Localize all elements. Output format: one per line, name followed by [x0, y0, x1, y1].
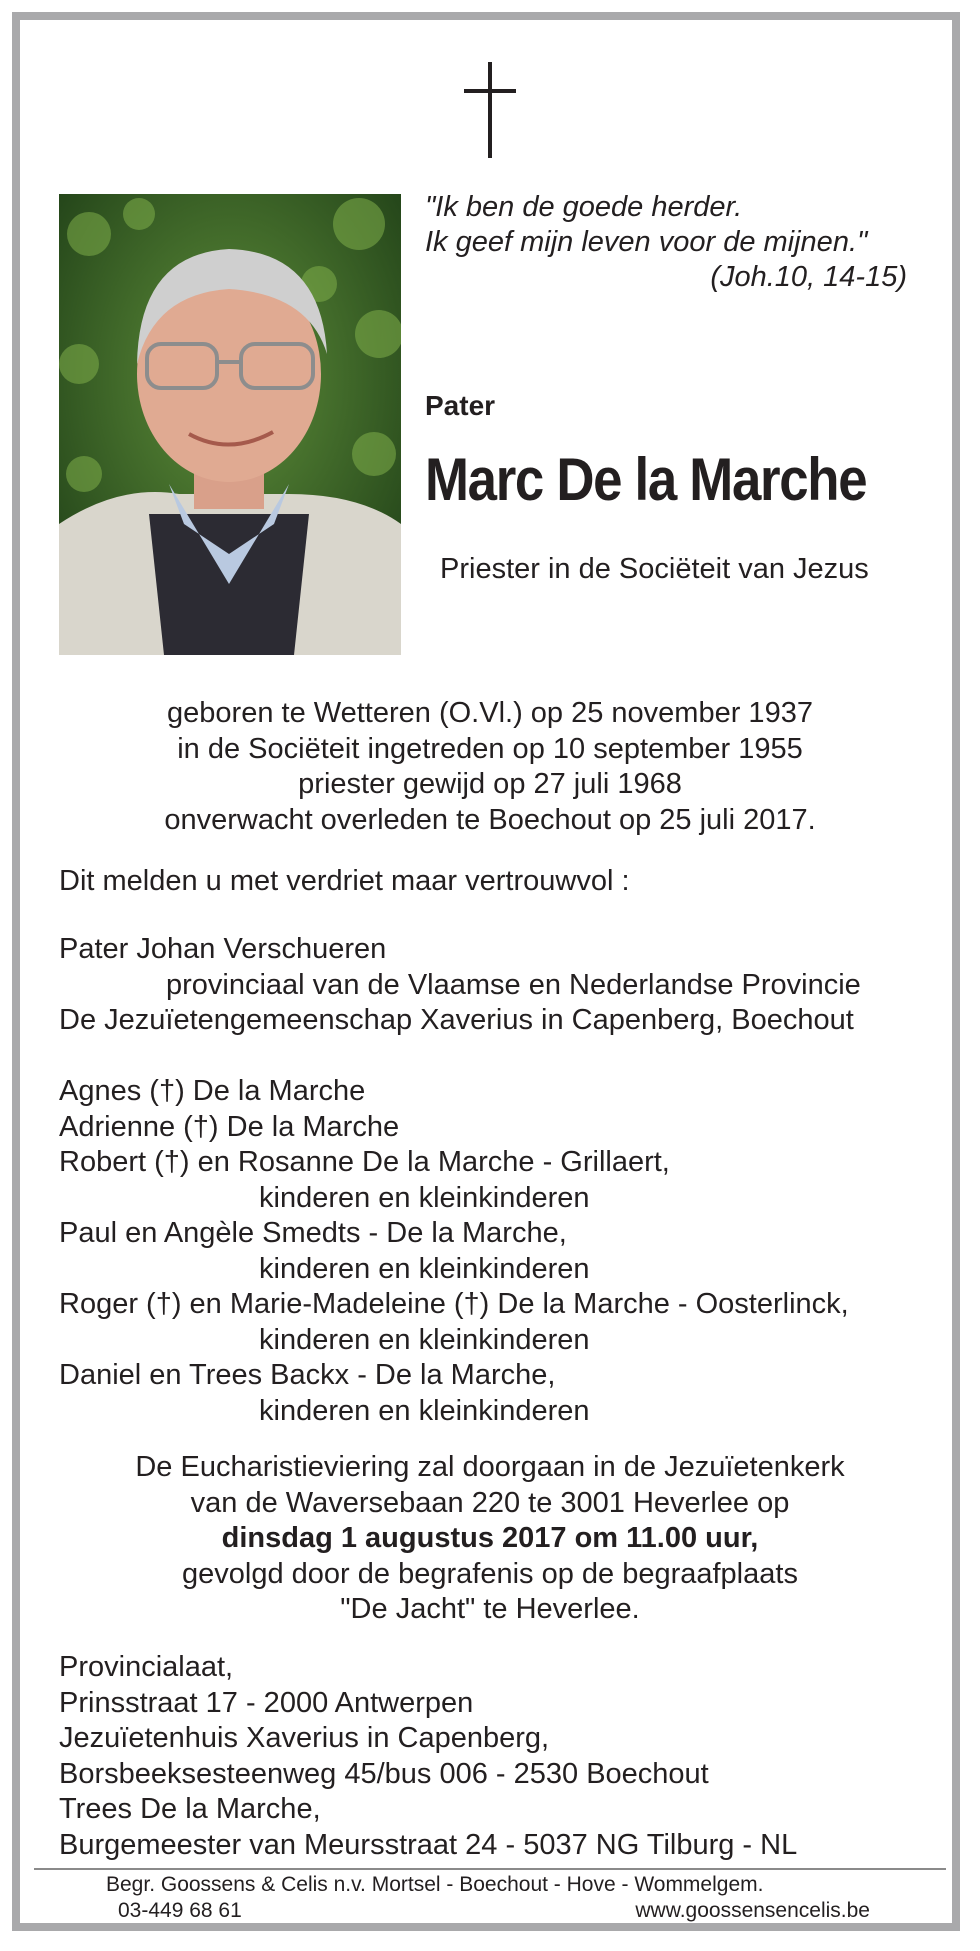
deceased-name: Marc De la Marche — [425, 446, 867, 513]
funeral-home-phone: 03-449 68 61 — [118, 1899, 242, 1922]
superior-role: provinciaal van de Vlaamse en Nederlandse Provincie — [166, 968, 861, 1001]
quote-reference: (Joh.10, 14-15) — [710, 261, 907, 293]
family-descendants-line: kinderen en kleinkinderen — [259, 1252, 590, 1285]
service-line: "De Jacht" te Heverlee. — [340, 1593, 640, 1625]
announcement: Dit melden u met verdriet maar vertrouwvol : — [59, 865, 630, 897]
portrait-photo — [59, 194, 401, 655]
address-line: Provincialaat, — [59, 1651, 234, 1683]
life-dates — [40, 696, 940, 838]
family-member-line: Adrienne (†) De la Marche — [59, 1110, 400, 1143]
service-line: van de Waversebaan 220 te 3001 Heverlee op — [190, 1486, 790, 1519]
service-details — [40, 1450, 940, 1628]
address-line: Trees De la Marche, — [59, 1793, 321, 1825]
footer-divider — [34, 1868, 946, 1870]
date-line: onverwacht overleden te Boechout op 25 juli 2017. — [164, 803, 816, 836]
superior-name: Pater Johan Verschueren — [59, 933, 387, 965]
address-line: Burgemeester van Meursstraat 24 - 5037 NG Tilburg - NL — [59, 1828, 798, 1861]
family-list — [59, 1074, 959, 1429]
address-line: Prinsstraat 17 - 2000 Antwerpen — [59, 1686, 474, 1719]
family-member-line: Paul en Angèle Smedts - De la Marche, — [59, 1217, 567, 1249]
service-line: gevolgd door de begrafenis op de begraafplaats — [182, 1557, 798, 1590]
date-line: priester gewijd op 27 juli 1968 — [298, 768, 682, 800]
quote-line: "Ik ben de goede herder. — [425, 191, 743, 223]
address-line: Jezuïetenhuis Xaverius in Capenberg, — [59, 1722, 550, 1754]
scripture-quote — [425, 190, 915, 295]
family-descendants-line: kinderen en kleinkinderen — [259, 1323, 590, 1356]
address-line: Borsbeeksesteenweg 45/bus 006 - 2530 Boechout — [59, 1757, 709, 1790]
superior-block — [59, 932, 959, 1039]
funeral-home: Begr. Goossens & Celis n.v. Mortsel - Boechout - Hove - Wommelgem. — [106, 1873, 764, 1896]
deceased-order: Priester in de Sociëteit van Jezus — [440, 553, 869, 585]
family-member-line: Robert (†) en Rosanne De la Marche - Grillaert, — [59, 1146, 670, 1178]
latin-cross-icon — [462, 60, 518, 160]
family-descendants-line: kinderen en kleinkinderen — [259, 1181, 590, 1214]
deceased-title: Pater — [425, 390, 496, 421]
service-date: dinsdag 1 augustus 2017 om 11.00 uur, — [221, 1522, 759, 1554]
family-member-line: Daniel en Trees Backx - De la Marche, — [59, 1359, 556, 1391]
date-line: geboren te Wetteren (O.Vl.) op 25 november 1937 — [167, 697, 813, 729]
footer — [100, 1872, 870, 1924]
superior-community: De Jezuïetengemeenschap Xaverius in Capenberg, Boechout — [59, 1004, 854, 1036]
family-member-line: Agnes (†) De la Marche — [59, 1075, 366, 1107]
service-line: De Eucharistieviering zal doorgaan in de Jezuïetenkerk — [135, 1451, 845, 1483]
date-line: in de Sociëteit ingetreden op 10 september 1955 — [177, 732, 803, 765]
family-member-line: Roger (†) en Marie-Madeleine (†) De la Marche - Oosterlinck, — [59, 1288, 849, 1320]
funeral-home-website: www.goossensencelis.be — [635, 1899, 870, 1922]
quote-line: Ik geef mijn leven voor de mijnen." — [425, 226, 868, 258]
address-block — [59, 1650, 959, 1863]
family-descendants-line: kinderen en kleinkinderen — [259, 1394, 590, 1427]
